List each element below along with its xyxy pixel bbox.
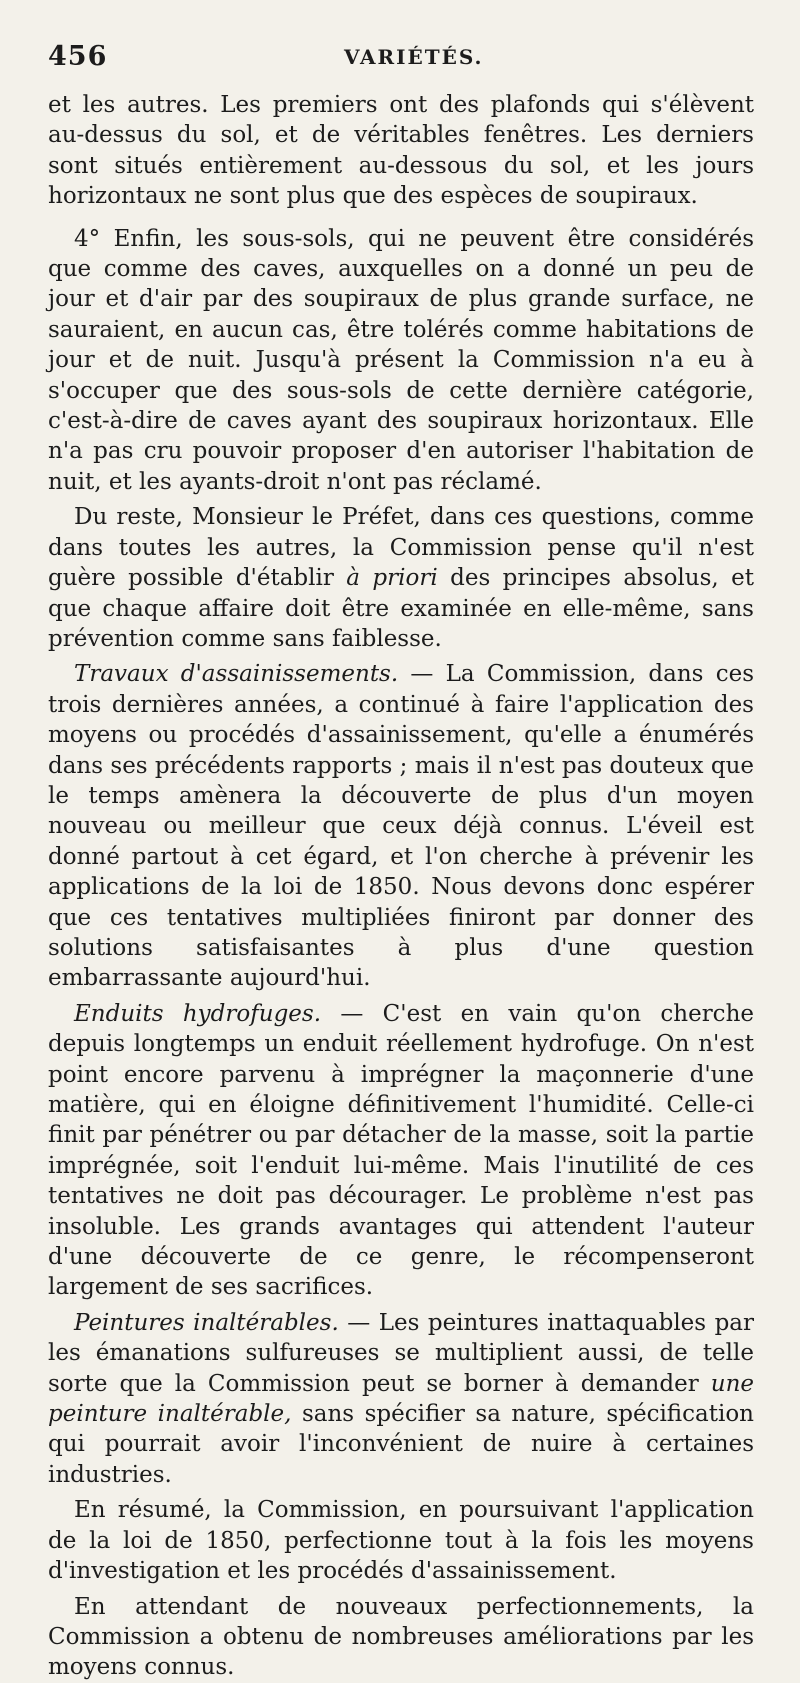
paragraph-sous-sols [48,224,754,498]
section-enduits [48,999,754,1303]
paragraph-text: — La Commission, dans ces trois dernières années, a continué à faire l'application des moyens ou procédés d'assainissement, qu'elle a énumérés dans ses précédents rapports ; mais il n'est pas douteux que le temps amènera la découverte de plus d'un moyen nouveau ou meilleur que ceux déjà connus. L'éveil est donné partout à cet égard, et l'on cherche à prévenir les applications de la loi de 1850. Nous devons donc espérer que ces tentatives multipliées finiront par donner des solutions satisfaisantes à plus d'une question embarrassante aujourd'hui. [48,661,755,992]
section-travaux [48,659,754,993]
paragraph-continuation [48,90,754,212]
running-head [48,40,754,74]
paragraph-en-resume [48,1495,754,1586]
paragraph-text-end: sans spécifier sa nature, spécification qui pourrait avoir l'inconvénient de nuire à certaines industries. [48,1401,754,1488]
italic-phrase: à priori [346,565,438,592]
paragraph-text-start: — Les peintures inattaquables par les émanations sulfureuses se multiplient aussi, de telle sorte que la Commission peut se borner à demander [48,1309,754,1397]
paragraph-en-attendant [48,1592,754,1683]
paragraph-text-end: des principes absolus, et que chaque affaire doit être examinée en elle-même, sans prévention comme sans faiblesse. [48,565,754,652]
page-number: 456 [48,41,108,72]
section-heading: Travaux d'assainissements. [74,661,399,688]
section-heading: Peintures inaltérables. [74,1309,339,1336]
paragraph-text: En attendant de nouveaux perfectionnements, la Commission a obtenu de nombreuses améliorations par les moyens connus. [48,1593,754,1681]
paragraph-text: 4° Enfin, les sous-sols, qui ne peuvent être considérés que comme des caves, auxquelles on a donné un peu de jour et d'air par des soupiraux de plus grande surface, ne sauraient, en aucun cas, être tolérés comme habitations de jour et de nuit. Jusqu'à présent la Commission n'a eu à s'occuper que des sous-sols de cette dernière catégorie, c'est-à-dire de caves ayant des soupiraux horizontaux. Elle n'a pas cru pouvoir proposer d'en autoriser l'habitation de nuit, et les ayants-droit n'ont pas réclamé. [48,225,754,495]
paragraph-text: et les autres. Les premiers ont des plafonds qui s'élèvent au-dessus du sol, et de véritables fenêtres. Les derniers sont situés entièrement au-dessous du sol, et les jours horizontaux ne sont plus que des espèces de soupiraux. [48,92,754,210]
italic-phrase: une peinture inaltérable, [48,1370,754,1428]
paragraph-text-start: Du reste, Monsieur le Préfet, dans ces questions, comme dans toutes les autres, la Commission pense qu'il n'est guère possible d'établir [48,504,754,592]
running-title: VARIÉTÉS. [344,45,484,69]
section-heading: Enduits hydrofuges. [74,1000,322,1027]
paragraph-text: — C'est en vain qu'on cherche depuis longtemps un enduit réellement hydrofuge. On n'est point encore parvenu à imprégner la maçonnerie d'une matière, qui en éloigne définitivement l'humidité. Celle-ci finit par pénétrer ou par détacher de la masse, soit la partie imprégnée, soit l'enduit lui-même. Mais l'inutilité de ces tentatives ne doit pas décourager. Le problème n'est pas insoluble. Les grands avantages qui attendent l'auteur d'une découverte de ce genre, le récompenseront largement de ses sacrifices. [48,1000,754,1301]
section-peintures [48,1308,754,1490]
body-text [48,90,754,1683]
paragraph-du-reste [48,502,754,654]
paragraph-text: En résumé, la Commission, en poursuivant l'application de la loi de 1850, perfectionne tout à la fois les moyens d'investigation et les procédés d'assainissement. [48,1497,754,1585]
